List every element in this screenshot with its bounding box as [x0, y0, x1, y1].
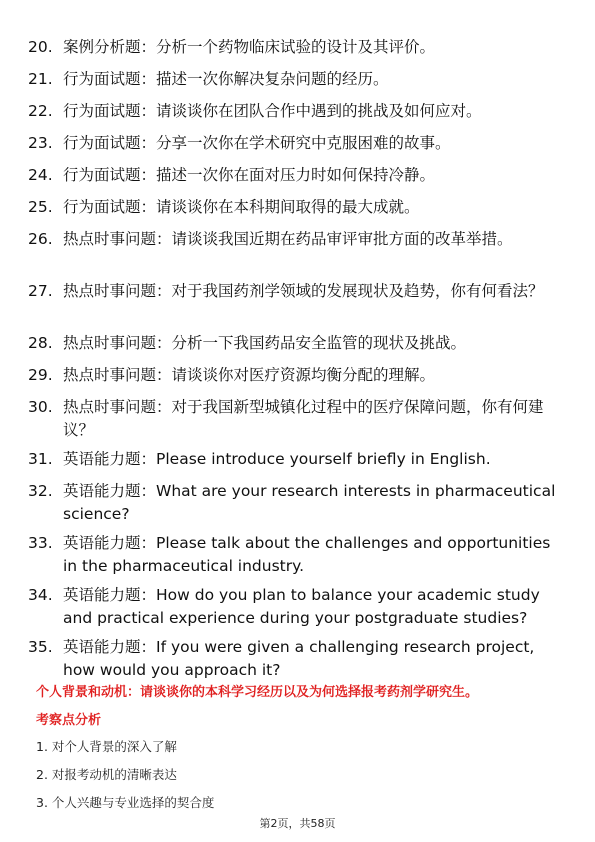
question-item: [28, 584, 568, 627]
analysis-point: 2. 对报考动机的清晰表达: [36, 767, 177, 782]
question-number: 31.: [28, 450, 53, 468]
analysis-point: 3. 个人兴趣与专业选择的契合度: [36, 795, 215, 810]
question-item: [28, 100, 568, 123]
question-text: 行为面试题：描述一次你解决复杂问题的经历。: [63, 70, 389, 88]
question-item: [28, 332, 568, 355]
question-text: 行为面试题：请谈谈你在本科期间取得的最大成就。: [63, 198, 420, 216]
question-item: [28, 36, 568, 59]
question-number: 23.: [28, 134, 53, 152]
question-number: 27.: [28, 282, 53, 300]
question-text: 热点时事问题：请谈谈我国近期在药品审评审批方面的改革举措。: [63, 230, 513, 248]
question-item: [28, 396, 568, 439]
question-text: 案例分析题：分析一个药物临床试验的设计及其评价。: [63, 38, 436, 56]
question-item: [28, 280, 568, 303]
question-number: 25.: [28, 198, 53, 216]
question-item: [28, 480, 568, 523]
question-item: [28, 636, 568, 679]
question-text: 行为面试题：分享一次你在学术研究中克服困难的故事。: [63, 134, 451, 152]
question-number: 24.: [28, 166, 53, 184]
question-item: [28, 68, 568, 91]
question-text: 热点时事问题：对于我国药剂学领域的发展现状及趋势，你有何看法？: [63, 282, 544, 300]
question-item: [28, 448, 568, 471]
question-text: 英语能力题：Please talk about the challenges and opportunities in the pharmaceutical industry.: [63, 534, 551, 575]
question-number: 22.: [28, 102, 53, 120]
question-item: [28, 164, 568, 187]
question-number: 28.: [28, 334, 53, 352]
question-text: 英语能力题：If you were given a challenging research project, how would you approach it?: [63, 638, 535, 679]
question-text: 热点时事问题：请谈谈你对医疗资源均衡分配的理解。: [63, 366, 436, 384]
question-item: [28, 228, 568, 251]
question-text: 热点时事问题：对于我国新型城镇化过程中的医疗保障问题，你有何建议？: [63, 398, 544, 439]
question-item: [28, 364, 568, 387]
analysis-heading: 考察点分析: [36, 713, 102, 728]
question-item: [28, 132, 568, 155]
question-number: 32.: [28, 482, 53, 500]
question-number: 34.: [28, 586, 53, 604]
question-item: [28, 196, 568, 219]
question-text: 英语能力题：What are your research interests in pharmaceutical science?: [63, 482, 556, 523]
question-number: 26.: [28, 230, 53, 248]
question-number: 21.: [28, 70, 53, 88]
question-item: [28, 532, 568, 575]
question-text: 行为面试题：请谈谈你在团队合作中遇到的挑战及如何应对。: [63, 102, 482, 120]
question-text: 热点时事问题：分析一下我国药品安全监管的现状及挑战。: [63, 334, 467, 352]
section-title: 个人背景和动机：请谈谈你的本科学习经历以及为何选择报考药剂学研究生。: [36, 685, 479, 700]
question-number: 20.: [28, 38, 53, 56]
page-footer: 第2页，共58页: [259, 817, 336, 830]
question-number: 35.: [28, 638, 53, 656]
question-number: 30.: [28, 398, 53, 416]
question-number: 29.: [28, 366, 53, 384]
question-text: 英语能力题：Please introduce yourself briefly in English.: [63, 450, 491, 468]
question-number: 33.: [28, 534, 53, 552]
analysis-point: 1. 对个人背景的深入了解: [36, 739, 177, 754]
question-text: 英语能力题：How do you plan to balance your academic study and practical experience during your postgraduate studies?: [63, 586, 540, 627]
question-text: 行为面试题：描述一次你在面对压力时如何保持冷静。: [63, 166, 436, 184]
